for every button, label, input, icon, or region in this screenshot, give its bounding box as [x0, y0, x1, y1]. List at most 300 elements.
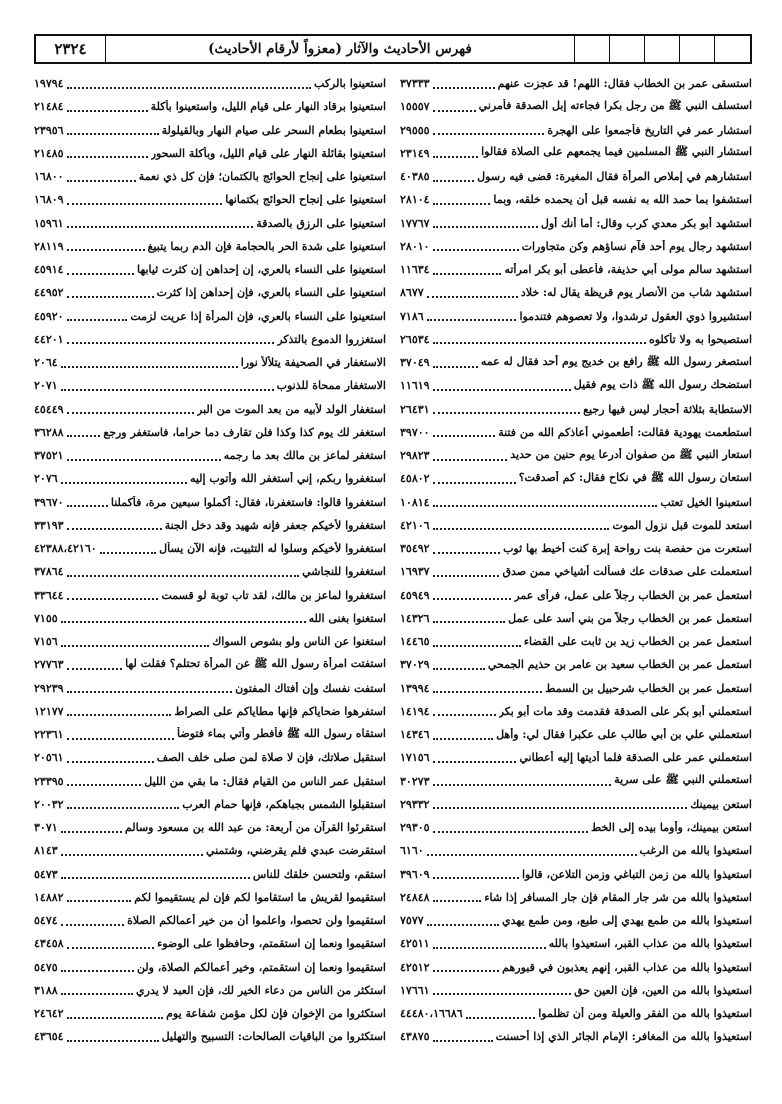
hadith-number: ٢٠٧١ [34, 379, 58, 393]
hadith-number: ٢٧٧٦٣ [34, 658, 64, 672]
hadith-number: ٣٣٦٤٤ [34, 588, 64, 602]
hadith-number: ٦١٦٠ [400, 844, 424, 858]
entry-text: استشيروا ذوي العقول ترشدوا، ولا تعصوهم فتندموا [519, 309, 752, 323]
hadith-number: ٣٧٨٦٤ [34, 565, 64, 579]
index-entry [34, 607, 386, 630]
index-entry [34, 119, 386, 142]
index-entry [400, 72, 752, 95]
index-columns [34, 72, 752, 1072]
index-entry [400, 1002, 752, 1025]
entry-text: استقم، ولتحسن خلقك للناس [252, 867, 386, 881]
hadith-number: ٤٤٢٠١ [34, 332, 64, 346]
entry-text: استعينوا على النساء بالعري، فإن المرأة إذا عريت لزمت [130, 309, 386, 323]
index-entry [400, 514, 752, 537]
index-entry [34, 653, 386, 676]
entry-text: استغفروا لأخيكم وسلوا له التثبيت، فإنه الآن يسأل [159, 542, 386, 556]
dot-leader [433, 598, 512, 600]
index-entry [34, 909, 386, 932]
hadith-number: ١٤٤٦٥ [400, 635, 430, 649]
hadith-number: ٣١٨٨ [34, 983, 58, 997]
entry-text: استشهد رجال يوم أحد فآم نساؤهم وكن متجاورات [521, 239, 752, 253]
index-entry [400, 956, 752, 979]
hadith-number: ٤٤٤٨٠،١٦٦٨٦ [400, 1007, 463, 1021]
index-entry [400, 142, 752, 165]
index-entry [400, 95, 752, 118]
entry-text: استغزروا الدموع بالتذكر [277, 332, 386, 346]
index-entry [34, 886, 386, 909]
dot-leader [67, 342, 275, 344]
index-entry [400, 421, 752, 444]
index-entry [34, 281, 386, 304]
dot-leader [433, 761, 517, 763]
dot-leader [433, 575, 500, 577]
index-entry [400, 444, 752, 467]
index-entry [34, 351, 386, 374]
dot-leader [433, 133, 545, 135]
dot-leader [433, 342, 646, 344]
entry-text: استصغر رسول الله ﷺ رافع بن خديج يوم أحد فقال له عمه [480, 354, 752, 368]
hadith-number: ٢٨١٠٤ [400, 193, 430, 207]
index-entry [34, 258, 386, 281]
dot-leader [67, 714, 172, 716]
hadith-number: ٣٧٠٢٩ [400, 658, 430, 672]
hadith-number: ٨١٤٣ [34, 844, 58, 858]
entry-text: استعمل عمر بن الخطاب شرحبيل بن السمط [545, 681, 752, 695]
hadith-number: ٤٥٤٤٩ [34, 402, 64, 416]
index-page [34, 34, 752, 1074]
entry-text: استعينوا على شدة الحر بالحجامة فإن الدم ربما يتبيغ [147, 239, 386, 253]
hadith-number: ٣٩٦٧٠ [34, 495, 64, 509]
entry-text: استغفروا لأخيكم جعفر فإنه شهيد وقد دخل الجنة [164, 518, 386, 532]
dot-leader [67, 598, 159, 600]
hadith-number: ٢١٤٨٤ [34, 100, 64, 114]
index-entry [400, 677, 752, 700]
hadith-number: ٥٤٧٥ [34, 960, 58, 974]
hadith-number: ٤٥٨٠٢ [400, 472, 430, 486]
hadith-number: ٧١٥٦ [34, 635, 58, 649]
hadith-number: ٣٥٤٩٢ [400, 542, 430, 556]
index-entry [400, 258, 752, 281]
index-entry [400, 560, 752, 583]
entry-text: الاستغفار في الصحيفة يتلألأ نورا [240, 356, 386, 370]
hadith-number: ٢٠٦٤ [34, 356, 58, 370]
index-entry [34, 491, 386, 514]
dot-leader [67, 156, 148, 158]
entry-text: استعيذوا بالله من المغافر: الإمام الجائر الذي إذا أحسنت [495, 1030, 752, 1044]
entry-text: استقرئوا القرآن من أربعة: من عبد الله بن مسعود وسالم [124, 821, 386, 835]
dot-leader [433, 993, 572, 995]
index-entry [34, 421, 386, 444]
index-entry [34, 793, 386, 816]
dot-leader [433, 645, 521, 647]
dot-leader [427, 854, 637, 856]
hadith-number: ٣٠٢٧٣ [400, 774, 430, 788]
entry-text: استقيموا ولن تحصوا، واعلموا أن من خير أعمالكم الصلاة [127, 914, 386, 928]
entry-text: استكثروا من الإخوان فإن لكل مؤمن شفاعة يوم [166, 1007, 386, 1021]
index-entry [400, 770, 752, 793]
hadith-number: ١٩٧٩٤ [34, 77, 64, 91]
hadith-number: ١٥٩٦١ [34, 216, 64, 230]
entry-text: استقبل عمر الناس من القيام فقال: ما بقي من الليل [144, 774, 386, 788]
hadith-number: ١٧٦٦١ [400, 983, 430, 997]
dot-leader [433, 900, 482, 902]
hadith-number: ٢٩٥٥٥ [400, 123, 430, 137]
index-entry [34, 235, 386, 258]
index-entry [400, 1025, 752, 1048]
dot-leader [433, 459, 508, 461]
index-entry [34, 537, 386, 560]
index-entry [400, 863, 752, 886]
entry-text: استشهد أبو بكر معدي كرب وقال: أما أنك أول [540, 216, 752, 230]
dot-leader [433, 621, 506, 623]
dot-leader [61, 645, 210, 647]
dot-leader [67, 1040, 159, 1042]
index-entry [34, 816, 386, 839]
index-entry [34, 956, 386, 979]
entry-text: استغفروا ربكم، إني أستغفر الله وأتوب إليه [189, 472, 386, 486]
hadith-number: ٤٥٩٢٠ [34, 309, 64, 323]
index-entry [400, 584, 752, 607]
entry-text: استشهد سالم مولى أبي حذيفة، فأعطى أبو بكر امرأته [504, 263, 752, 277]
dot-leader [67, 110, 148, 112]
index-entry [400, 467, 752, 490]
hadith-number: ٢٨١١٩ [34, 239, 64, 253]
index-entry [400, 491, 752, 514]
entry-text: استعينوا بطعام السحر على صيام النهار وبالقيلولة [161, 123, 386, 137]
index-entry [34, 560, 386, 583]
index-entry [400, 630, 752, 653]
entry-text: استعيذوا بالله من طمع يهدي إلى طبع، ومن طمع يهدي [502, 914, 752, 928]
dot-leader [67, 296, 154, 298]
index-entry [400, 119, 752, 142]
index-entry [400, 746, 752, 769]
hadith-number: ٤٢٥١١ [400, 937, 430, 951]
hadith-number: ١٤٨٨٢ [34, 890, 64, 904]
entry-text: استعن بيمينك [690, 797, 752, 811]
dot-leader [67, 575, 300, 577]
entry-text: استغفروا قالوا: فاستغفرنا، فقال: أكملوا سبعين مرة، فأكملنا [110, 495, 386, 509]
entry-text: استصبحوا به ولا تأكلوه [648, 332, 752, 346]
dot-leader [67, 203, 223, 205]
entry-text: استعمل عمر بن الخطاب زيد بن ثابت على القضاء [523, 635, 752, 649]
dot-leader [427, 924, 499, 926]
index-entry [400, 653, 752, 676]
hadith-number: ١١٦٣٤ [400, 263, 430, 277]
index-entry [400, 305, 752, 328]
dot-leader [433, 807, 688, 809]
dot-leader [61, 366, 238, 368]
entry-text: الاستطابة بثلاثة أحجار ليس فيها رجيع [583, 402, 752, 416]
dot-leader [61, 877, 250, 879]
hadith-number: ٢٣٩٥٦ [34, 123, 64, 137]
dot-leader [61, 970, 134, 972]
entry-text: استعرت من حفصة بنت رواحة إبرة كنت أخيط بها ثوب [503, 542, 752, 556]
hadith-number: ٢٢٣٦١ [34, 728, 64, 742]
dot-leader [67, 180, 136, 182]
entry-text: استعيذوا بالله من الرغب [639, 844, 752, 858]
dot-leader [67, 900, 132, 902]
dot-leader [67, 738, 174, 740]
hadith-number: ١٦٨٠٩ [34, 193, 64, 207]
dot-leader [67, 226, 254, 228]
hadith-number: ١٥٥٥٧ [400, 100, 430, 114]
hadith-number: ٢٩٣٠٥ [400, 821, 430, 835]
hadith-number: ١٢١٧٧ [34, 704, 64, 718]
dot-leader [433, 435, 496, 437]
dot-leader [67, 807, 180, 809]
index-entry [34, 467, 386, 490]
index-entry [400, 212, 752, 235]
index-entry [34, 746, 386, 769]
entry-text: استعينوا بالركب [314, 77, 386, 91]
index-entry [34, 95, 386, 118]
dot-leader [67, 87, 311, 89]
hadith-number: ١٦٩٣٧ [400, 565, 430, 579]
hadith-number: ٤٠٣٨٥ [400, 170, 430, 184]
dot-leader [433, 970, 500, 972]
entry-text: استشار النبي ﷺ المسلمين فيما يجمعهم على الصلاة فقالوا [481, 145, 752, 159]
entry-text: استفتت امرأة رسول الله ﷺ عن المرأة تحتلم؟ فقلت لها [125, 656, 386, 670]
entry-text: استعمل عمر بن الخطاب سعيد بن عامر بن حذيم الجمحي [487, 658, 752, 672]
entry-text: استفرهوا ضحاياكم فإنها مطاياكم على الصراط [174, 704, 386, 718]
index-entry [34, 839, 386, 862]
hadith-number: ٤٥٩٤٩ [400, 588, 430, 602]
entry-text: استكثروا من الباقيات الصالحات: التسبيح والتهليل [161, 1030, 386, 1044]
hadith-number: ٢٦٥٣٤ [400, 332, 430, 346]
dot-leader [433, 412, 581, 414]
page-number: ٢٣٢٤ [36, 36, 106, 62]
entry-text: استشهد شاب من الأنصار يوم قريظة يقال له: خلاد [520, 286, 752, 300]
dot-leader [433, 180, 475, 182]
entry-text: استغفر لماعز بن مالك بعد ما رجمه [223, 449, 386, 463]
entry-text: استعينوا برقاد النهار على قيام الليل، واستعينوا بأكلة [150, 100, 386, 114]
dot-leader [433, 273, 502, 275]
entry-text: استعيذوا بالله من الفقر والعيلة ومن أن تظلموا [538, 1007, 752, 1021]
dot-leader [67, 947, 155, 949]
index-entry [34, 72, 386, 95]
hadith-number: ٣٧٠٤٩ [400, 356, 430, 370]
hadith-number: ١٠٨١٤ [400, 495, 430, 509]
entry-text: استضحك رسول الله ﷺ ذات يوم فقيل [573, 377, 752, 391]
index-entry [400, 700, 752, 723]
hadith-number: ٤٥٩١٤ [34, 263, 64, 277]
hadith-number: ٢٠٠٣٢ [34, 797, 64, 811]
entry-text: استقيموا لقريش ما استقاموا لكم فإن لم يستقيموا لكم [134, 890, 386, 904]
header-box [575, 36, 610, 62]
entry-text: استعيذوا بالله من شر جار المقام فإن جار المسافر إذا شاء [484, 890, 752, 904]
hadith-number: ٣٧٣٣٣ [400, 77, 430, 91]
index-entry [400, 723, 752, 746]
dot-leader [433, 156, 479, 158]
hadith-number: ٢٨٠١٠ [400, 239, 430, 253]
entry-text: استعينوا على الرزق بالصدقة [256, 216, 386, 230]
hadith-number: ٨٦٧٧ [400, 286, 424, 300]
index-entry [34, 398, 386, 421]
index-entry [400, 537, 752, 560]
dot-leader [433, 1040, 493, 1042]
entry-text: الاستغفار ممحاة للذنوب [276, 379, 386, 393]
dot-leader [67, 249, 145, 251]
hadith-number: ٧١٨٦ [400, 309, 424, 323]
dot-leader [67, 761, 154, 763]
dot-leader [67, 784, 142, 786]
index-entry [34, 188, 386, 211]
entry-text: استقبل صلاتك، فإن لا صلاة لمن صلى خلف الصف [156, 751, 386, 765]
index-entry [400, 932, 752, 955]
index-entry [34, 770, 386, 793]
entry-text: استعملني النبي ﷺ على سرية [614, 773, 752, 787]
entry-text: استسلف النبي ﷺ من رجل بكرا فجاءته إبل الصدقة فأمرني [478, 98, 752, 112]
hadith-number: ٢٠٥٦١ [34, 751, 64, 765]
index-entry [34, 723, 386, 746]
index-entry [34, 165, 386, 188]
hadith-number: ٢٩٢٣٩ [34, 681, 64, 695]
hadith-number: ٤٣٤٥٨ [34, 937, 64, 951]
dot-leader [433, 226, 538, 228]
hadith-number: ٣٣١٩٣ [34, 518, 64, 532]
right-column [400, 72, 752, 1072]
entry-text: استعبنوا الخيل تعتب [660, 495, 752, 509]
entry-text: استعيذوا بالله من العين، فإن العين حق [574, 983, 752, 997]
entry-text: استقاه رسول الله ﷺ فأفطر وأتي بماء فتوضأ [177, 726, 386, 740]
dot-leader [67, 412, 194, 414]
hadith-number: ١٧١٥٦ [400, 751, 430, 765]
header-box [610, 36, 645, 62]
hadith-number: ١٧٧٦٧ [400, 216, 430, 230]
entry-text: استعينوا على إنجاح الحوائج بكتمانها [225, 193, 386, 207]
dot-leader [67, 459, 221, 461]
dot-leader [61, 389, 274, 391]
dot-leader [100, 552, 156, 554]
hadith-number: ٣٩٧٠٠ [400, 425, 430, 439]
index-entry [34, 514, 386, 537]
entry-text: استعمل عمر بن الخطاب رجلاً من بني أسد على عمل [508, 611, 752, 625]
entry-text: استغفر لك يوم كذا وكذا فلن تقارف دما حراما، فاستغفر ورجع [103, 425, 386, 439]
hadith-number: ١٦٨٠٠ [34, 170, 64, 184]
dot-leader [61, 621, 306, 623]
hadith-number: ١٤١٩٤ [400, 704, 430, 718]
dot-leader [433, 714, 496, 716]
hadith-number: ٢٤٨٤٨ [400, 890, 430, 904]
hadith-number: ١٣٩٩٤ [400, 681, 430, 695]
hadith-number: ٢١٤٨٥ [34, 146, 64, 160]
entry-text: استعان رسول الله ﷺ في نكاح فقال: كم أصدقت؟ [518, 470, 752, 484]
index-entry [34, 700, 386, 723]
index-entry [34, 142, 386, 165]
page-header [34, 34, 752, 64]
dot-leader [67, 691, 233, 693]
index-entry [400, 793, 752, 816]
entry-text: استغفار الولد لأبيه من بعد الموت من البر [197, 402, 386, 416]
hadith-number: ١٤٣٢٦ [400, 611, 430, 625]
entry-text: استقبلوا الشمس بجباهكم، فإنها حمام العرب [182, 797, 386, 811]
hadith-number: ٢٣٣٩٥ [34, 774, 64, 788]
entry-text: استعملني عمر على الصدقة فلما أديتها إليه أعطاني [519, 751, 752, 765]
dot-leader [67, 435, 101, 437]
entry-text: استعملني أبو بكر على الصدقة فقدمت وقد مات أبو بكر [498, 704, 752, 718]
entry-text: استغنوا عن الناس ولو بشوص السواك [212, 635, 386, 649]
dot-leader [67, 1017, 164, 1019]
index-entry [400, 351, 752, 374]
dot-leader [433, 389, 571, 391]
hadith-number: ٤٢١٠٦ [400, 518, 430, 532]
index-entry [400, 374, 752, 397]
index-entry [34, 863, 386, 886]
dot-leader [433, 505, 658, 507]
column-gap [386, 72, 400, 1072]
dot-leader [427, 319, 517, 321]
hadith-number: ٧٥٧٧ [400, 914, 424, 928]
hadith-number: ٣٩٦٠٩ [400, 867, 430, 881]
index-entry [34, 212, 386, 235]
entry-text: استعيذوا بالله من زمن التباغي وزمن التلاعن، قالوا [521, 867, 752, 881]
entry-text: استسقى عمر بن الخطاب فقال: اللهم! قد عجزت عنهم [497, 77, 752, 91]
dot-leader [427, 296, 518, 298]
hadith-number: ٤٣٨٧٥ [400, 1030, 430, 1044]
header-box [680, 36, 715, 62]
index-entry [34, 979, 386, 1002]
entry-text: استعملني علي بن أبي طالب على عكبرا فقال لي: وأهل [496, 728, 752, 742]
hadith-number: ١١٦١٩ [400, 379, 430, 393]
index-entry [400, 909, 752, 932]
dot-leader [61, 993, 133, 995]
hadith-number: ٤٢٣٨٨،٤٢١٦٠ [34, 542, 97, 556]
dot-leader [433, 528, 610, 530]
hadith-number: ٧١٥٥ [34, 611, 58, 625]
dot-leader [433, 831, 588, 833]
entry-text: استطعمت يهودية فقالت: أطعموني أعاذكم الله من فتنة [498, 425, 752, 439]
index-entry [34, 444, 386, 467]
hadith-number: ٤٣٦٥٤ [34, 1030, 64, 1044]
dot-leader [433, 249, 519, 251]
index-entry [34, 1002, 386, 1025]
entry-text: استعملت على صدقات عك فسألت أشياخي ممن صدق [502, 565, 752, 579]
dot-leader [67, 133, 159, 135]
index-entry [400, 607, 752, 630]
dot-leader [433, 203, 491, 205]
hadith-number: ١٤٣٤٦ [400, 728, 430, 742]
entry-text: استعينوا على النساء بالعري، فإن إحداهن إذا كثرت [156, 286, 386, 300]
index-entry [34, 932, 386, 955]
index-entry [400, 281, 752, 304]
dot-leader [433, 877, 519, 879]
entry-text: استفت نفسك وإن أفتاك المفتون [235, 681, 386, 695]
entry-text: استقيموا ونعما إن استقمتم، وخير أعمالكم الصلاة، ولن [136, 960, 386, 974]
entry-text: استعينوا على إنجاح الحوائج بالكتمان؛ فإن كل ذي نعمة [138, 170, 386, 184]
index-entry [34, 584, 386, 607]
header-box [715, 36, 750, 62]
dot-leader [61, 924, 125, 926]
dot-leader [67, 668, 123, 670]
dot-leader [67, 273, 134, 275]
index-entry [400, 979, 752, 1002]
dot-leader [433, 691, 543, 693]
dot-leader [433, 784, 612, 786]
hadith-number: ٤٤٩٥٢ [34, 286, 64, 300]
entry-text: استعينوا بقائلة النهار على قيام الليل، وبأكلة السحور [150, 146, 386, 160]
dot-leader [433, 482, 516, 484]
index-entry [34, 328, 386, 351]
entry-text: استعينوا على النساء بالعري، إن إحداهن إن كثرت ثيابها [137, 263, 386, 277]
entry-text: استغنوا بغنى الله [308, 611, 386, 625]
hadith-number: ٢٩٨٢٣ [400, 449, 430, 463]
dot-leader [67, 319, 128, 321]
dot-leader [433, 947, 546, 949]
index-entry [400, 839, 752, 862]
dot-leader [433, 668, 485, 670]
hadith-number: ٢٩٣٣٢ [400, 797, 430, 811]
index-entry [400, 188, 752, 211]
